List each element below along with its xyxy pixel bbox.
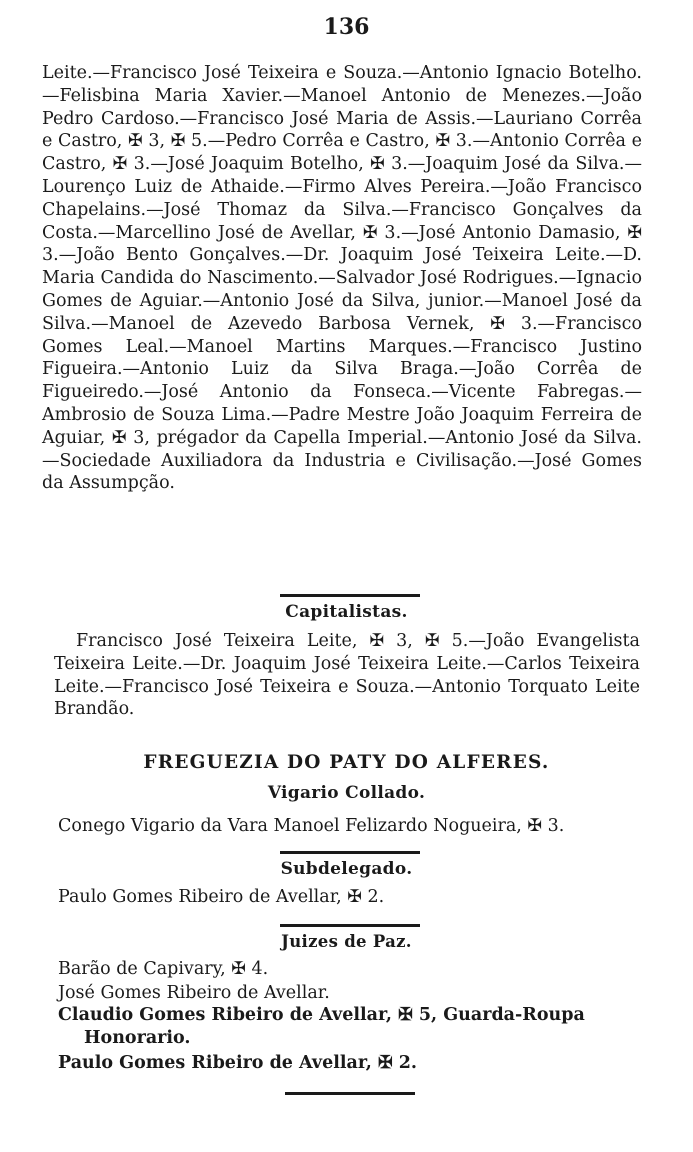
juiz-entry: Claudio Gomes Ribeiro de Avellar, ✠ 5, Guarda-Roupa <box>58 1005 585 1025</box>
juiz-entry-continuation: Honorario. <box>84 1028 191 1048</box>
vigario-entry: Conego Vigario da Vara Manoel Felizardo Nogueira, ✠ 3. <box>58 816 565 836</box>
vigario-heading: Vigario Collado. <box>267 783 426 803</box>
juizes-heading: Juizes de Paz. <box>281 932 412 951</box>
page-number: 136 <box>323 14 370 40</box>
juiz-entry: José Gomes Ribeiro de Avellar. <box>58 983 330 1003</box>
juiz-entry: Barão de Capivary, ✠ 4. <box>58 959 269 979</box>
juiz-entry: Paulo Gomes Ribeiro de Avellar, ✠ 2. <box>58 1053 417 1073</box>
end-divider <box>285 1092 415 1095</box>
subdelegado-heading: Subdelegado. <box>280 859 413 879</box>
section-divider <box>280 594 420 597</box>
freguezia-heading: FREGUEZIA DO PATY DO ALFERES. <box>143 752 550 773</box>
section-divider <box>280 924 420 927</box>
capitalistas-paragraph: Francisco José Teixeira Leite, ✠ 3, ✠ 5.—João Evangelista Teixeira Leite.—Dr. Joaquim José Teixeira Leite.—Carlos Teixeira Leite.—Francisco José Teixeira e Souza.—Antonio Torquato Leite Brandão. <box>54 631 640 720</box>
section-divider <box>280 851 420 854</box>
continuation-paragraph: Leite.—Francisco José Teixeira e Souza.—Antonio Ignacio Botelho.—Felisbina Maria Xavier.—Manoel Antonio de Menezes.—João Pedro Cardoso.—Francisco José Maria de Assis.—Lauriano Corrêa e Castro, ✠ 3, ✠ 5.—Pedro Corrêa e Castro, ✠ 3.—Antonio Corrêa e Castro, ✠ 3.—José Joaquim Botelho, ✠ 3.—Joaquim José da Silva.—Lourenço Luiz de Athaide.—Firmo Alves Pereira.—João Francisco Chapelains.—José Thomaz da Silva.—Francisco Gonçalves da Costa.—Marcellino José de Avellar, ✠ 3.—José Antonio Damasio, ✠ 3.—João Bento Gonçalves.—Dr. Joaquim José Teixeira Leite.—D. Maria Candida do Nascimento.—Salvador José Rodrigues.—Ignacio Gomes de Aguiar.—Antonio José da Silva, junior.—Manoel José da Silva.—Manoel de Azevedo Barbosa Vernek, ✠ 3.—Francisco Gomes Leal.—Manoel Martins Marques.—Francisco Justino Figueira.—Antonio Luiz da Silva Braga.—João Corrêa de Figueiredo.—José Antonio da Fonseca.—Vicente Fabregas.—Ambrosio de Souza Lima.—Padre Mestre João Joaquim Ferreira de Aguiar, ✠ 3, prégador da Capella Imperial.—Antonio José da Silva.—Sociedade Auxiliadora da Industria e Civilisação.—José Gomes da Assumpção. <box>42 63 642 494</box>
capitalistas-heading: Capitalistas. <box>285 602 408 622</box>
subdelegado-entry: Paulo Gomes Ribeiro de Avellar, ✠ 2. <box>58 887 385 907</box>
